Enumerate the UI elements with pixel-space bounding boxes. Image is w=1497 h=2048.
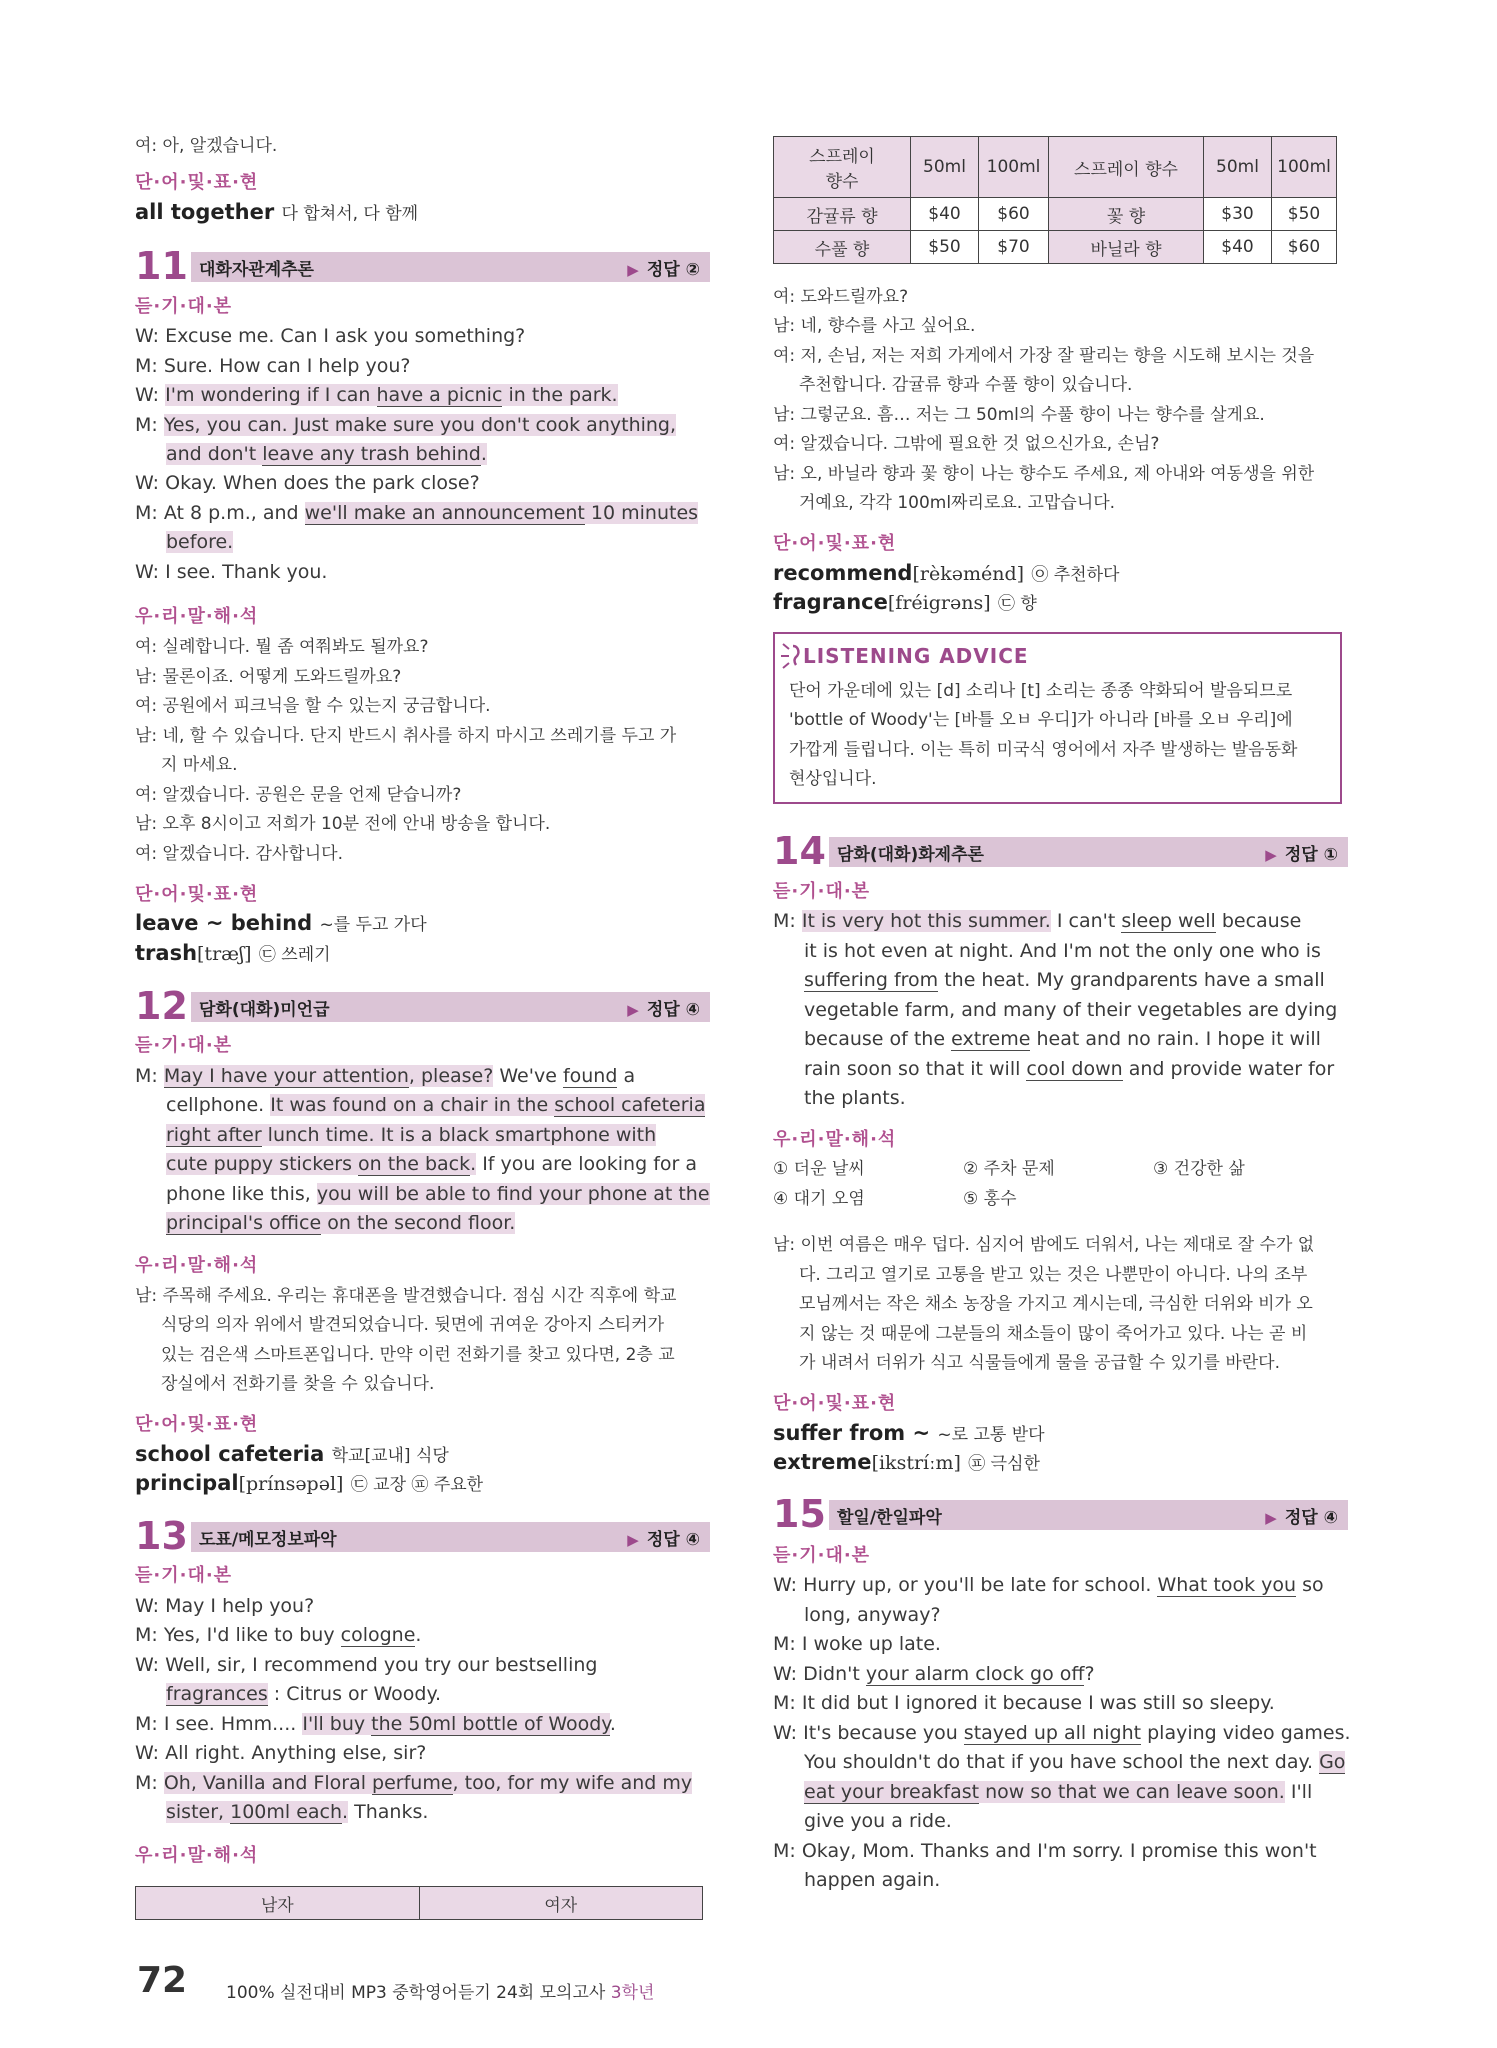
answer-badge: ▶ 정답 ④	[627, 1530, 700, 1550]
advice-line: 가깝게 들립니다. 이는 특히 미국식 영어에서 자주 발생하는 발음동화	[789, 740, 1298, 760]
answer-table-header	[135, 1886, 703, 1920]
script-label: 듣·기·대·본	[135, 296, 233, 317]
script-line: the plants.	[804, 1087, 906, 1109]
script-label: 듣·기·대·본	[135, 1035, 233, 1056]
script-line: W: I'm wondering if I can have a picnic in the park.	[135, 384, 618, 406]
script-line: W: Excuse me. Can I ask you something?	[135, 325, 526, 347]
answer-badge: ▶ 정답 ④	[627, 1000, 700, 1020]
option-item: ② 주차 문제	[963, 1159, 1055, 1179]
question-number: 15	[773, 1492, 826, 1536]
script-line: M: It did but I ignored it because I was still so sleepy.	[773, 1692, 1275, 1714]
vocab-item: fragrance[fréigrəns] ㉢ 향	[773, 590, 1037, 614]
question-11-header	[135, 246, 710, 286]
script-line: M: Yes, you can. Just make sure you don't cook anything,	[135, 414, 677, 436]
translation-line: 여: 저, 손님, 저는 저희 가게에서 가장 잘 팔리는 향을 시도해 보시는 것을	[773, 346, 1315, 366]
script-line: M: I see. Hmm.... I'll buy the 50ml bottle of Woody.	[135, 1713, 616, 1735]
script-line: M: At 8 p.m., and we'll make an announcement 10 minutes	[135, 502, 699, 524]
table-cell: 꽃 향	[1049, 198, 1204, 231]
script-line: right after lunch time. It is a black smartphone with	[166, 1124, 657, 1146]
question-type-bar	[191, 992, 710, 1022]
table-cell: $30	[1204, 198, 1272, 231]
script-line: suffering from the heat. My grandparents have a small	[804, 969, 1325, 991]
script-line: M: Yes, I'd like to buy cologne.	[135, 1624, 422, 1646]
table-cell: $40	[911, 198, 979, 231]
vocab-item: trash[træʃ] ㉢ 쓰레기	[135, 941, 331, 965]
table-cell: $50	[911, 231, 979, 264]
question-type-bar	[829, 837, 1348, 867]
table-cell: $70	[979, 231, 1049, 264]
translation-label: 우·리·말·해·석	[135, 1255, 259, 1276]
table-cell: $60	[979, 198, 1049, 231]
translation-line: 거예요, 각각 100ml짜리로요. 고맙습니다.	[799, 493, 1116, 513]
script-line: W: It's because you stayed up all night playing video games.	[773, 1722, 1351, 1744]
vocab-item: principal[prínsəpəl] ㉢ 교장 ㉬ 주요한	[135, 1471, 484, 1495]
script-line: W: Hurry up, or you'll be late for school. What took you so	[773, 1574, 1324, 1596]
table-cell: 50ml	[911, 137, 979, 198]
table-cell: $60	[1272, 231, 1337, 264]
vocab-label: 단·어·및·표·현	[773, 533, 897, 554]
script-line: W: Didn't your alarm clock go off?	[773, 1663, 1095, 1685]
question-type: 담화(대화)미언급	[199, 1000, 330, 1020]
vocab-item: all together 다 합쳐서, 다 함께	[135, 200, 419, 224]
script-line: W: I see. Thank you.	[135, 561, 328, 583]
translation-line: 추천합니다. 감귤류 향과 수풀 향이 있습니다.	[799, 375, 1133, 395]
question-number: 13	[135, 1514, 188, 1558]
translation-label: 우·리·말·해·석	[773, 1129, 897, 1150]
script-line: You shouldn't do that if you have school the next day. Go	[804, 1751, 1346, 1773]
script-line: it is hot even at night. And I'm not the only one who is	[804, 940, 1321, 962]
translation-line: 남: 물론이죠. 어떻게 도와드릴까요?	[135, 667, 402, 687]
table-cell: $40	[1204, 231, 1272, 264]
vocab-item: school cafeteria 학교[교내] 식당	[135, 1442, 449, 1466]
script-line: cute puppy stickers on the back. If you are looking for a	[166, 1153, 698, 1175]
vocab-item: recommend[rèkəménd] ㉧ 추천하다	[773, 561, 1120, 585]
script-line: W: Well, sir, I recommend you try our bestselling	[135, 1654, 598, 1676]
answer-badge: ▶ 정답 ④	[1265, 1508, 1338, 1528]
script-line: M: Oh, Vanilla and Floral perfume, too, for my wife and my	[135, 1772, 693, 1794]
listening-advice-box	[773, 632, 1342, 804]
question-type: 할일/한일파악	[837, 1508, 942, 1528]
question-14-header	[773, 831, 1348, 871]
script-line: happen again.	[804, 1869, 941, 1891]
translation-line: 여: 실례합니다. 뭘 좀 여쭤봐도 될까요?	[135, 637, 429, 657]
answer-badge: ▶ 정답 ②	[627, 260, 700, 280]
vocab-item: suffer from ~ ~로 고통 받다	[773, 1421, 1045, 1445]
script-label: 듣·기·대·본	[773, 1545, 871, 1566]
script-line: cellphone. It was found on a chair in the school cafeteria	[166, 1094, 706, 1116]
table-cell: 수풀 향	[774, 231, 911, 264]
question-number: 14	[773, 829, 826, 873]
advice-line: 단어 가운데에 있는 [d] 소리나 [t] 소리는 종종 약화되어 발음되므로	[789, 681, 1293, 701]
translation-line: 다. 그리고 열기로 고통을 받고 있는 것은 나뿐만이 아니다. 나의 조부	[799, 1265, 1308, 1285]
script-line: M: Okay, Mom. Thanks and I'm sorry. I promise this won't	[773, 1840, 1317, 1862]
translation-line: 남: 주목해 주세요. 우리는 휴대폰을 발견했습니다. 점심 시간 직후에 학교	[135, 1286, 677, 1306]
footer-title: 100% 실전대비 MP3 중학영어듣기 24회 모의고사 3학년	[226, 1983, 655, 2003]
script-line: W: May I help you?	[135, 1595, 315, 1617]
vocab-label: 단·어·및·표·현	[135, 172, 259, 193]
question-type: 대화자관계추론	[199, 260, 314, 280]
translation-line: 여: 공원에서 피크닉을 할 수 있는지 궁금합니다.	[135, 696, 491, 716]
script-line: rain soon so that it will cool down and provide water for	[804, 1058, 1335, 1080]
question-12-header	[135, 986, 710, 1026]
script-label: 듣·기·대·본	[773, 881, 871, 902]
translation-line: 지 않는 것 때문에 그분들의 채소들이 많이 죽어가고 있다. 나는 곧 비	[799, 1324, 1308, 1344]
script-label: 듣·기·대·본	[135, 1565, 233, 1586]
translation-line: 남: 이번 여름은 매우 덥다. 심지어 밤에도 더워서, 나는 제대로 잘 수가 없	[773, 1235, 1315, 1255]
script-line: W: Okay. When does the park close?	[135, 472, 480, 494]
question-13-header	[135, 1516, 710, 1556]
translation-line: 남: 네, 향수를 사고 싶어요.	[773, 316, 976, 336]
script-line: and don't leave any trash behind.	[166, 443, 487, 465]
play-triangle-icon: ▶	[627, 261, 639, 279]
answer-badge: ▶ 정답 ①	[1265, 845, 1338, 865]
translation-line: 장실에서 전화기를 찾을 수 있습니다.	[161, 1374, 435, 1394]
translation-line: 있는 검은색 스마트폰입니다. 만약 이런 전화기를 찾고 있다면, 2층 교	[161, 1345, 675, 1365]
script-line: fragrances : Citrus or Woody.	[166, 1683, 442, 1705]
option-item: ③ 건강한 삶	[1153, 1159, 1245, 1179]
spray-price-table	[773, 136, 1337, 264]
vocab-item: leave ~ behind ~를 두고 가다	[135, 911, 427, 935]
translation-line: 가 내려서 더위가 식고 식물들에게 물을 공급할 수 있기를 바란다.	[799, 1353, 1281, 1373]
script-line: M: I woke up late.	[773, 1633, 941, 1655]
translation-line: 남: 오, 바닐라 향과 꽃 향이 나는 향수도 주세요, 제 아내와 여동생을 위한	[773, 464, 1315, 484]
play-triangle-icon: ▶	[627, 1001, 639, 1019]
question-type: 도표/메모정보파악	[199, 1530, 337, 1550]
vocab-label: 단·어·및·표·현	[773, 1393, 897, 1414]
script-line: because of the extreme heat and no rain. I hope it will	[804, 1028, 1321, 1050]
play-triangle-icon: ▶	[1265, 846, 1277, 864]
question-type: 담화(대화)화제추론	[837, 845, 984, 865]
table-cell: $50	[1272, 198, 1337, 231]
script-line: eat your breakfast now so that we can leave soon. I'll	[804, 1781, 1313, 1803]
question-type-bar	[191, 1522, 710, 1552]
translation-line: 지 마세요.	[161, 755, 238, 775]
vocab-label: 단·어·및·표·현	[135, 884, 259, 905]
ear-icon	[779, 638, 801, 672]
translation-line: 여: 알겠습니다. 공원은 문을 언제 닫습니까?	[135, 785, 462, 805]
script-line: sister, 100ml each. Thanks.	[166, 1801, 429, 1823]
script-line: phone like this, you will be able to find your phone at the	[166, 1183, 710, 1205]
translation-line: 모님께서는 작은 채소 농장을 가지고 계시는데, 극심한 더위와 비가 오	[799, 1294, 1313, 1314]
script-line: M: Sure. How can I help you?	[135, 355, 411, 377]
prev-dialogue-line: 여: 아, 알겠습니다.	[135, 136, 278, 156]
script-line: before.	[166, 531, 234, 553]
advice-title: LISTENING ADVICE	[803, 644, 1029, 668]
table-header-cell: 남자	[136, 1887, 420, 1920]
script-line: principal's office on the second floor.	[166, 1212, 516, 1234]
advice-line: 현상입니다.	[789, 769, 877, 789]
option-item: ⑤ 홍수	[963, 1189, 1017, 1209]
script-line: vegetable farm, and many of their vegetables are dying	[804, 999, 1338, 1021]
table-cell: 스프레이 향수	[1049, 137, 1204, 198]
question-number: 11	[135, 244, 188, 288]
vocab-item: extreme[ikstríːm] ㉬ 극심한	[773, 1450, 1040, 1474]
script-line: long, anyway?	[804, 1604, 941, 1626]
table-header-cell: 여자	[419, 1887, 703, 1920]
translation-line: 남: 오후 8시이고 저희가 10분 전에 안내 방송을 합니다.	[135, 814, 551, 834]
vocab-label: 단·어·및·표·현	[135, 1414, 259, 1435]
option-item: ④ 대기 오염	[773, 1189, 865, 1209]
table-cell: 50ml	[1204, 137, 1272, 198]
script-line: give you a ride.	[804, 1810, 952, 1832]
table-cell: 스프레이 향수	[774, 137, 911, 198]
page-number: 72	[137, 1960, 188, 2001]
translation-line: 여: 도와드릴까요?	[773, 287, 909, 307]
translation-line: 여: 알겠습니다. 감사합니다.	[135, 844, 343, 864]
question-15-header	[773, 1494, 1348, 1534]
option-item: ① 더운 날씨	[773, 1159, 865, 1179]
translation-label: 우·리·말·해·석	[135, 606, 259, 627]
advice-line: 'bottle of Woody'는 [바틀 오ㅂ 우디]가 아니라 [바를 오ㅂ 우리]에	[789, 710, 1293, 730]
table-cell: 100ml	[1272, 137, 1337, 198]
table-cell: 바닐라 향	[1049, 231, 1204, 264]
question-type-bar	[191, 252, 710, 282]
table-cell: 감귤류 향	[774, 198, 911, 231]
script-line: W: All right. Anything else, sir?	[135, 1742, 427, 1764]
translation-line: 남: 네, 할 수 있습니다. 단지 반드시 취사를 하지 마시고 쓰레기를 두고 가	[135, 726, 677, 746]
translation-line: 남: 그렇군요. 흠… 저는 그 50ml의 수풀 향이 나는 향수를 살게요.	[773, 405, 1265, 425]
table-cell: 100ml	[979, 137, 1049, 198]
translation-line: 식당의 의자 위에서 발견되었습니다. 뒷면에 귀여운 강아지 스티커가	[161, 1315, 665, 1335]
script-line: M: It is very hot this summer. I can't sleep well because	[773, 910, 1302, 932]
question-number: 12	[135, 984, 188, 1028]
translation-line: 여: 알겠습니다. 그밖에 필요한 것 없으신가요, 손님?	[773, 434, 1160, 454]
play-triangle-icon: ▶	[1265, 1509, 1277, 1527]
translation-label: 우·리·말·해·석	[135, 1845, 259, 1866]
question-type-bar	[829, 1500, 1348, 1530]
play-triangle-icon: ▶	[627, 1531, 639, 1549]
script-line: M: May I have your attention, please? We've found a	[135, 1065, 636, 1087]
